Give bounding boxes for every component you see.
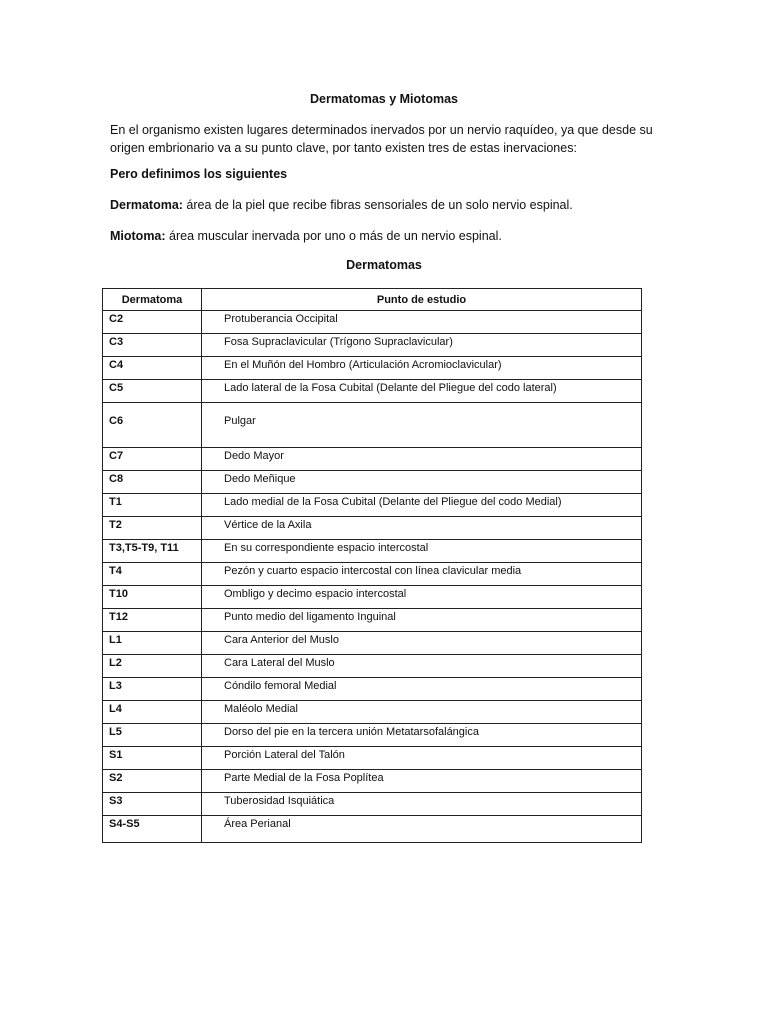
intro-paragraph: En el organismo existen lugares determinados inervados por un nervio raquídeo, ya que desde su origen embrionario va a su punto clave, por tanto existen tres de estas inervaciones: <box>110 123 653 155</box>
table-row <box>103 357 642 380</box>
table-row <box>103 586 642 609</box>
table-row <box>103 609 642 632</box>
study-point-cell: Protuberancia Occipital <box>202 311 642 334</box>
dermatome-level-cell: T12 <box>103 609 202 632</box>
table-row <box>103 311 642 334</box>
table-row <box>103 816 642 843</box>
table-row <box>103 517 642 540</box>
table-title: Dermatomas <box>346 258 422 272</box>
table-row <box>103 632 642 655</box>
study-point-cell: Dorso del pie en la tercera unión Metatarsofalángica <box>202 724 642 747</box>
definition-dermatoma <box>110 198 573 212</box>
table-row <box>103 724 642 747</box>
table-row <box>103 403 642 448</box>
study-point-cell: Tuberosidad Isquiática <box>202 793 642 816</box>
table-row <box>103 793 642 816</box>
table-row <box>103 540 642 563</box>
dermatome-level-cell: C6 <box>103 403 202 448</box>
definition-text: área de la piel que recibe fibras sensoriales de un solo nervio espinal. <box>182 198 573 212</box>
dermatome-level-cell: S2 <box>103 770 202 793</box>
dermatome-level-cell: L2 <box>103 655 202 678</box>
dermatome-level-cell: C2 <box>103 311 202 334</box>
study-point-cell: Fosa Supraclavicular (Trígono Supraclavicular) <box>202 334 642 357</box>
table-row <box>103 655 642 678</box>
study-point-cell: Pulgar <box>202 403 642 448</box>
study-point-cell: En su correspondiente espacio intercostal <box>202 540 642 563</box>
document-title: Dermatomas y Miotomas <box>310 92 458 106</box>
table-row <box>103 448 642 471</box>
dermatome-level-cell: L5 <box>103 724 202 747</box>
dermatome-table <box>102 288 642 843</box>
table-row <box>103 678 642 701</box>
study-point-cell: Punto medio del ligamento Inguinal <box>202 609 642 632</box>
dermatome-level-cell: L4 <box>103 701 202 724</box>
study-point-cell: Parte Medial de la Fosa Poplítea <box>202 770 642 793</box>
dermatome-level-cell: S1 <box>103 747 202 770</box>
dermatome-level-cell: C4 <box>103 357 202 380</box>
study-point-cell: Lado medial de la Fosa Cubital (Delante del Pliegue del codo Medial) <box>202 494 642 517</box>
column-header-dermatoma: Dermatoma <box>103 289 202 311</box>
definition-miotoma <box>110 229 502 243</box>
table-row <box>103 701 642 724</box>
dermatome-level-cell: L1 <box>103 632 202 655</box>
table-row <box>103 747 642 770</box>
definition-text: área muscular inervada por uno o más de un nervio espinal. <box>165 229 502 243</box>
table-row <box>103 334 642 357</box>
study-point-cell: Porción Lateral del Talón <box>202 747 642 770</box>
dermatome-level-cell: T1 <box>103 494 202 517</box>
dermatome-level-cell: C8 <box>103 471 202 494</box>
table-row <box>103 380 642 403</box>
study-point-cell: Cara Lateral del Muslo <box>202 655 642 678</box>
subheading: Pero definimos los siguientes <box>110 167 288 181</box>
study-point-cell: En el Muñón del Hombro (Articulación Acromioclavicular) <box>202 357 642 380</box>
dermatome-level-cell: T2 <box>103 517 202 540</box>
dermatome-level-cell: S3 <box>103 793 202 816</box>
definition-term: Dermatoma: <box>110 198 183 212</box>
definition-term: Miotoma: <box>110 229 166 243</box>
table-row <box>103 494 642 517</box>
study-point-cell: Cara Anterior del Muslo <box>202 632 642 655</box>
study-point-cell: Maléolo Medial <box>202 701 642 724</box>
dermatome-level-cell: S4-S5 <box>103 816 202 843</box>
study-point-cell: Dedo Mayor <box>202 448 642 471</box>
study-point-cell: Área Perianal <box>202 816 642 843</box>
table-body <box>103 311 642 843</box>
dermatome-level-cell: C3 <box>103 334 202 357</box>
study-point-cell: Vértice de la Axila <box>202 517 642 540</box>
dermatome-level-cell: C5 <box>103 380 202 403</box>
dermatome-level-cell: T4 <box>103 563 202 586</box>
dermatome-level-cell: T3,T5-T9, T11 <box>103 540 202 563</box>
dermatome-level-cell: L3 <box>103 678 202 701</box>
dermatome-level-cell: T10 <box>103 586 202 609</box>
table-row <box>103 770 642 793</box>
table-row <box>103 471 642 494</box>
study-point-cell: Ombligo y decimo espacio intercostal <box>202 586 642 609</box>
study-point-cell: Dedo Meñique <box>202 471 642 494</box>
study-point-cell: Cóndilo femoral Medial <box>202 678 642 701</box>
study-point-cell: Lado lateral de la Fosa Cubital (Delante del Pliegue del codo lateral) <box>202 380 642 403</box>
table-row <box>103 563 642 586</box>
study-point-cell: Pezón y cuarto espacio intercostal con línea clavicular media <box>202 563 642 586</box>
table-header-row <box>103 289 642 311</box>
dermatome-level-cell: C7 <box>103 448 202 471</box>
column-header-punto: Punto de estudio <box>202 289 642 311</box>
